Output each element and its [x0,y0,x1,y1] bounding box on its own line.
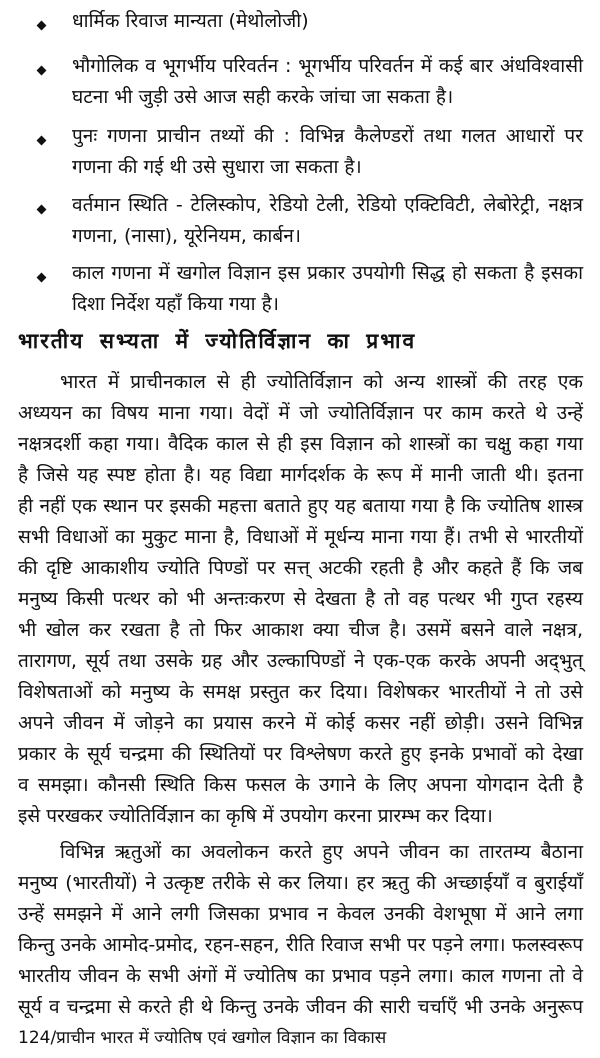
paragraph-line: अध्ययन का विषय माना गया। वेदों में जो ज्योतिर्विज्ञान पर काम करते थे उन्हें [18,402,583,424]
bullet-line: वर्तमान स्थिति - टेलिस्कोप, रेडियो टेली, रेडियो एक्टिविटी, लेबोरेट्री, नक्षत्र [72,194,583,216]
paragraph-line: प्रकार के सूर्य चन्द्रमा की स्थितियों पर विश्लेषण करते हुए इनके प्रभावों को देखा [18,743,583,765]
bullet-icon [37,205,47,215]
section-heading: भारतीय सभ्यता में ज्योतिर्विज्ञान का प्रभाव [18,329,417,353]
paragraph-line: व समझा। कौनसी स्थिति किस फसल के उगाने के लिए अपना योगदान देती है [18,774,583,796]
paragraph-line: किन्तु उनके आमोद-प्रमोद, रहन-सहन, रीति रिवाज सभी पर पड़ने लगा। फलस्वरूप [18,934,583,956]
bullet-icon [37,136,47,146]
paragraph-line: की दृष्टि आकाशीय ज्योति पिण्डों पर सत्त् अटकी रहती है और कहते हैं कि जब [18,557,583,579]
bullet-line: काल गणना में खगोल विज्ञान इस प्रकार उपयोगी सिद्ध हो सकता है इसका [72,262,583,284]
paragraph-line: सूर्य व चन्द्रमा से करते ही थे किन्तु उनके जीवन की सारी चर्चाएँ भी उनके अनुरूप [18,996,583,1018]
page-footer: 124/प्राचीन भारत में ज्योतिष एवं खगोल विज्ञान का विकास [18,1028,387,1048]
paragraph-line: भी खोल कर रखता है तो फिर आकाश क्या चीज है। उसमें बसने वाले नक्षत्र, [18,619,583,641]
paragraph-line: विभिन्न ऋतुओं का अवलोकन करते हुए अपने जीवन का तारतम्य बैठाना [60,841,583,863]
paragraph-line: अपने जीवन में जोड़ने का प्रयास करने में कोई कसर नहीं छोड़ी। उसने विभिन्न [18,712,583,734]
paragraph-line: नक्षत्रदर्शी कहा गया। वैदिक काल से ही इस विज्ञान को शास्त्रों का चक्षु कहा गया [18,433,583,455]
bullet-line: भौगोलिक व भूगर्भीय परिवर्तन : भूगर्भीय परिवर्तन में कई बार अंधविश्वासी [72,55,583,77]
paragraph-line: तारागण, सूर्य तथा उसके ग्रह और उल्कापिण्डों ने एक-एक करके अपनी अद्‌भुत् [18,650,583,672]
paragraph-line: मनुष्य (भारतीयों) ने उत्कृष्ट तरीके से कर लिया। हर ऋतु की अच्छाईयाँ व बुराईयाँ [18,872,583,894]
paragraph-line: भारतीय जीवन के सभी अंगों में ज्योतिष का प्रभाव पड़ने लगा। काल गणना तो वे [18,965,583,987]
bullet-line: गणना की गई थी उसे सुधारा जा सकता है। [72,156,362,178]
bullet-icon [37,21,47,31]
bullet-line: धार्मिक रिवाज मान्यता (मेथोलोजी) [72,10,309,32]
bullet-line: पुनः गणना प्राचीन तथ्यों की : विभिन्न कैलेण्डरों तथा गलत आधारों पर [72,125,583,147]
paragraph-line: मनुष्य किसी पत्थर को भी अन्तःकरण से देखता है तो वह पत्थर भी गुप्त रहस्य [18,588,583,610]
bullet-line: दिशा निर्देश यहाँ किया गया है। [72,293,279,315]
paragraph-line: सभी विधाओं का मुकुट माना है, विधाओं में मूर्धन्य माना गया हैं। तभी से भारतीयों [18,526,583,548]
bullet-icon [37,273,47,283]
paragraph-line: विशेषताओं को मनुष्य के समक्ष प्रस्तुत कर दिया। विशेषकर भारतीयों ने तो उसे [18,681,583,703]
paragraph-line: भारत में प्राचीनकाल से ही ज्योतिर्विज्ञान को अन्य शास्त्रों की तरह एक [60,371,583,393]
paragraph-line: है जिसे यह स्पष्ट होता है। यह विद्या मार्गदर्शक के रूप में मानी जाती थी। इतना [18,464,583,486]
paragraph-line: इसे परखकर ज्योतिर्विज्ञान का कृषि में उपयोग करना प्रारम्भ कर दिया। [18,805,493,827]
bullet-icon [37,66,47,76]
bullet-line: गणना, (नासा), यूरेनियम, कार्बन। [72,225,301,247]
bullet-line: घटना भी जुड़ी उसे आज सही करके जांचा जा सकता है। [72,86,454,108]
paragraph-line: ही नहीं एक स्थान पर इसकी महत्ता बताते हुए यह बताया गया है कि ज्योतिष शास्त्र [18,495,583,517]
paragraph-line: उन्हें समझने में आने लगी जिसका प्रभाव न केवल उनकी वेशभूषा में आने लगा [18,903,583,925]
